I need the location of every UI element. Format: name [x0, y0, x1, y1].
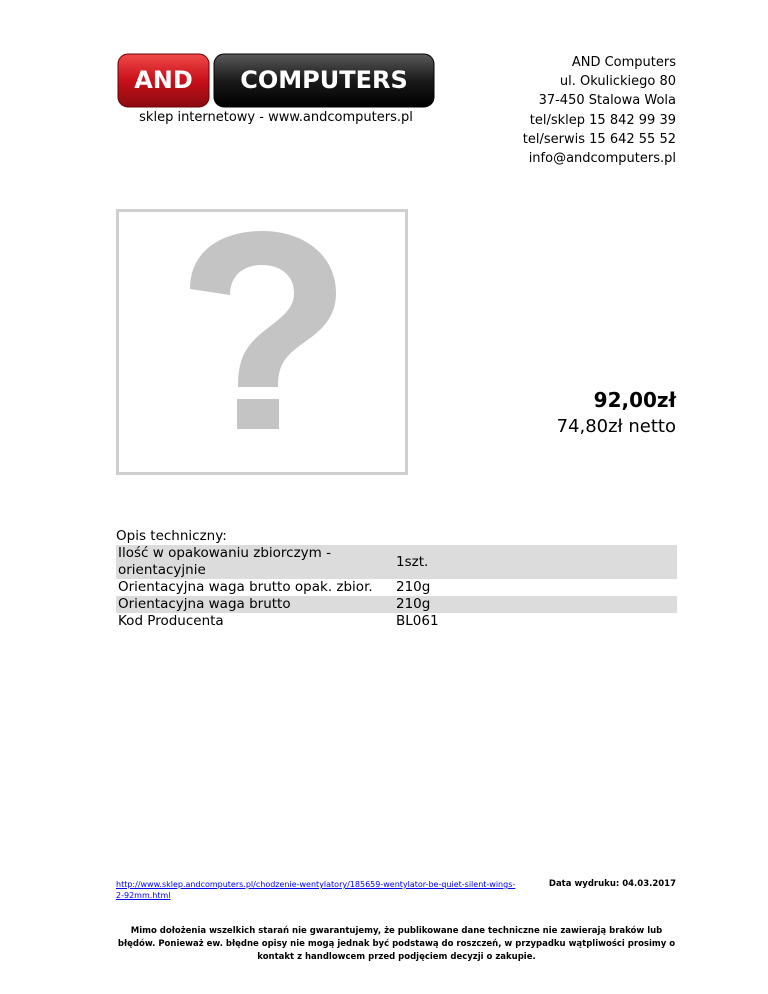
disclaimer: Mimo dołożenia wszelkich starań nie gwarantujemy, że publikowane dane techniczne nie zawierają braków lub błędów. Ponieważ ew. błędne opisy nie mogą jednak być podstawą do roszczeń, w przypadku wątpliwości prosimy o kontakt z handlowcem przed podjęciem decyzji o zakupie.	[117, 926, 676, 962]
price-block	[557, 387, 676, 441]
specs-title: Opis techniczny:	[116, 528, 227, 544]
spec-row	[116, 579, 677, 596]
logo-text-and: AND	[134, 66, 193, 94]
shop-phone: tel/sklep 15 842 99 39	[529, 112, 676, 128]
product-url-link[interactable]: http://www.sklep.andcomputers.pl/chodzenie-wentylatory/185659-wentylator-be-quiet-silent-wings-2-92mm.html	[116, 880, 516, 900]
print-date: Data wydruku: 04.03.2017	[548, 879, 676, 889]
spec-value: BL061	[396, 613, 439, 629]
price-net: 74,80zł netto	[556, 416, 676, 437]
spec-row	[116, 613, 677, 630]
spec-key: Orientacyjna waga brutto	[116, 596, 394, 613]
service-phone: tel/serwis 15 642 55 52	[522, 131, 676, 147]
spec-key: Ilość w opakowaniu zbiorczym - orientacyjnie	[116, 545, 394, 579]
spec-row	[116, 596, 677, 613]
postal-city: 37-450 Stalowa Wola	[538, 93, 676, 109]
shop-tagline: sklep internetowy - www.andcomputers.pl	[139, 110, 413, 125]
specs-table	[116, 545, 677, 630]
question-mark-placeholder-icon	[116, 209, 408, 475]
spec-value: 1szt.	[394, 545, 677, 579]
price-gross: 92,00zł	[593, 388, 676, 412]
spec-key: Kod Producenta	[118, 613, 224, 629]
and-computers-logo	[117, 53, 435, 108]
spec-row	[116, 545, 677, 579]
spec-value: 210g	[396, 579, 431, 595]
company-email: info@andcomputers.pl	[528, 151, 676, 167]
company-address	[523, 53, 676, 168]
technical-specs	[116, 527, 677, 630]
company-name: AND Computers	[571, 55, 676, 70]
logo-text-computers: COMPUTERS	[240, 66, 408, 94]
product-image-placeholder	[116, 209, 408, 475]
spec-key: Orientacyjna waga brutto opak. zbior.	[118, 579, 373, 595]
street-address: ul. Okulickiego 80	[559, 74, 676, 90]
spec-value: 210g	[394, 596, 677, 613]
